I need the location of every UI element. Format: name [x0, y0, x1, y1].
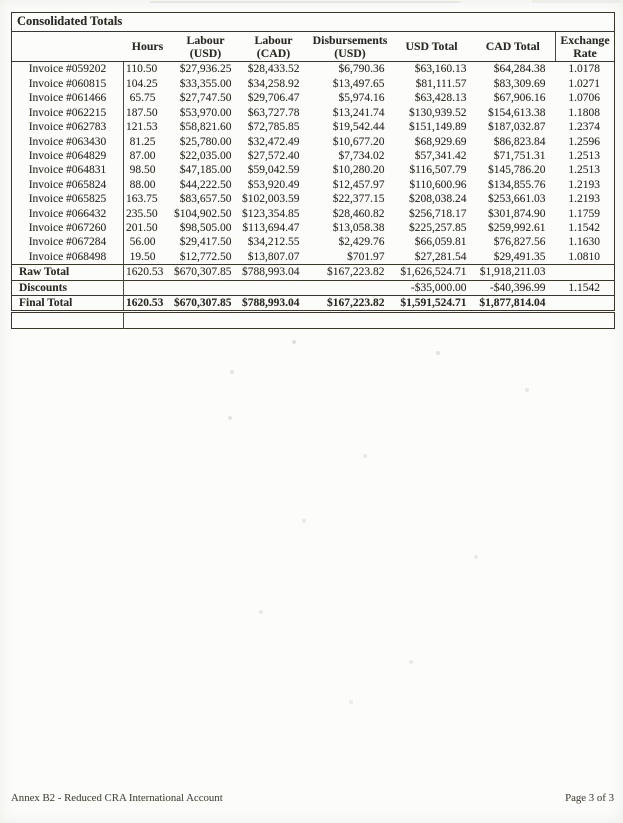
table-cell: $34,212.55 [247, 236, 300, 249]
column-header-hours: Hours [124, 32, 172, 62]
table-cell: $1,626,524.71 [393, 265, 471, 280]
table-cell: 1.0271 [568, 77, 600, 90]
table-cell: 110.50 [124, 62, 172, 77]
table-cell: 104.25 [124, 77, 172, 91]
table-cell: 121.53 [124, 120, 172, 134]
invoice-label: Invoice #067284 [28, 236, 107, 249]
table-cell: $12,772.50 [179, 250, 232, 263]
table-row [12, 149, 615, 163]
table-row [12, 221, 615, 235]
table-row [12, 77, 615, 91]
raw-total-row [12, 265, 615, 280]
table-cell: $13,241.74 [332, 106, 385, 119]
footer-page-number: Page 3 of 3 [565, 792, 614, 804]
table-cell [12, 312, 124, 329]
table-cell: $33,355.00 [179, 77, 232, 90]
table-header-row [12, 32, 615, 62]
table-row [12, 207, 615, 221]
column-header-labour-cad: Labour (CAD) [240, 32, 308, 62]
table-cell [124, 280, 172, 295]
table-cell: $13,807.07 [247, 250, 300, 263]
table-cell: $66,059.81 [414, 236, 467, 249]
table-cell: $86,823.84 [493, 135, 546, 148]
table-cell: $116,507.79 [409, 164, 467, 177]
table-cell: $187,032.87 [488, 121, 546, 134]
column-header-usd-total: USD Total [393, 32, 471, 62]
table-cell: $253,661.03 [488, 193, 546, 206]
table-cell: $27,281.54 [414, 250, 467, 263]
table-cell: 98.50 [124, 163, 172, 177]
table-cell: $259,992.61 [488, 221, 546, 234]
table-cell: $72,785.85 [247, 121, 300, 134]
table-cell: -$35,000.00 [393, 280, 471, 295]
table-cell: -$40,396.99 [471, 280, 556, 295]
table-cell: 1.1542 [568, 221, 600, 234]
table-cell: 1620.53 [124, 295, 172, 311]
table-cell: $34,258.92 [247, 77, 300, 90]
table-cell: 1.2513 [568, 164, 600, 177]
table-cell: $63,160.13 [414, 63, 467, 76]
table-cell: $130,939.52 [409, 106, 467, 119]
table-cell: $71,751.31 [493, 149, 546, 162]
table-cell: $7,734.02 [338, 149, 385, 162]
table-cell: $2,429.76 [338, 236, 385, 249]
table-cell: $27,936.25 [179, 63, 232, 76]
invoice-label: Invoice #062783 [28, 121, 107, 134]
table-cell: $28,433.52 [247, 63, 300, 76]
invoice-label: Invoice #067260 [28, 221, 107, 234]
table-cell: $83,309.69 [493, 77, 546, 90]
table-title-row [12, 13, 615, 32]
table-cell: 1.2193 [568, 178, 600, 191]
table-cell: $29,706.47 [247, 92, 300, 105]
table-cell: $208,038.24 [409, 193, 467, 206]
table-cell: 87.00 [124, 149, 172, 163]
invoice-rows [12, 62, 615, 312]
table-cell: $1,918,211.03 [471, 265, 556, 280]
table-cell: $13,497.65 [332, 77, 385, 90]
invoice-label: Invoice #065824 [28, 178, 107, 191]
table-cell: 19.50 [124, 250, 172, 265]
table-row [12, 91, 615, 105]
invoice-label: Invoice #065825 [28, 193, 107, 206]
table-cell: $670,307.85 [172, 265, 240, 280]
table-cell: $301,874.90 [488, 207, 546, 220]
table-cell: $53,970.00 [179, 106, 232, 119]
table-cell: $22,035.00 [179, 149, 232, 162]
scan-artifact [0, 0, 2, 2]
table-cell: $6,790.36 [338, 63, 385, 76]
table-row [12, 106, 615, 120]
column-header-invoice [12, 32, 124, 62]
row-label: Final Total [12, 295, 124, 311]
table-cell: $10,677.20 [332, 135, 385, 148]
table-cell: $145,786.20 [488, 164, 546, 177]
scan-artifact [532, 0, 622, 3]
table-cell: $256,718.17 [409, 207, 467, 220]
table-cell: $29,417.50 [179, 236, 232, 249]
table-cell: $67,906.16 [493, 92, 546, 105]
table-cell [556, 265, 615, 280]
table-cell: $123,354.85 [242, 207, 300, 220]
table-cell: 56.00 [124, 235, 172, 249]
table-cell: $44,222.50 [179, 178, 232, 191]
table-cell: $27,747.50 [179, 92, 232, 105]
table-row [12, 163, 615, 177]
table-cell [556, 295, 615, 311]
table-cell: $63,428.13 [414, 92, 467, 105]
invoice-label: Invoice #064831 [28, 164, 107, 177]
table-cell: 88.00 [124, 178, 172, 192]
table-cell: $53,920.49 [247, 178, 300, 191]
table-cell: 201.50 [124, 221, 172, 235]
column-header-exchange-rate: Exchange Rate [556, 32, 615, 62]
invoice-label: Invoice #068498 [28, 250, 107, 263]
table-cell: $83,657.50 [179, 193, 232, 206]
table-row [12, 135, 615, 149]
table-cell: 187.50 [124, 106, 172, 120]
row-label: Discounts [12, 280, 124, 295]
table-cell: $10,280.20 [332, 164, 385, 177]
table-cell: $701.97 [347, 250, 385, 263]
table-cell: $670,307.85 [172, 295, 240, 311]
trailing-rows [12, 312, 615, 329]
table-cell: 1.2193 [568, 193, 600, 206]
table-row [12, 178, 615, 192]
table-cell: 1.0706 [568, 92, 600, 105]
invoice-label: Invoice #061466 [28, 92, 107, 105]
table-row [12, 235, 615, 249]
table-cell: $154,613.38 [488, 106, 546, 119]
table-cell: $12,457.97 [332, 178, 385, 191]
table-cell: $32,472.49 [247, 135, 300, 148]
table-cell: 1.2513 [568, 149, 600, 162]
table-cell: 1.1542 [556, 280, 615, 295]
row-label: Raw Total [12, 265, 124, 280]
table-cell: $29,491.35 [493, 250, 546, 263]
table-cell: $113,694.47 [242, 221, 300, 234]
table-cell: 235.50 [124, 207, 172, 221]
table-row [12, 62, 615, 77]
table-cell: 1.1630 [568, 236, 600, 249]
table-cell: $167,223.82 [308, 265, 393, 280]
table-cell: $68,929.69 [414, 135, 467, 148]
table-cell: 1.0810 [568, 250, 600, 263]
table-cell: $25,780.00 [179, 135, 232, 148]
table-cell: 81.25 [124, 135, 172, 149]
table-cell: $59,042.59 [247, 164, 300, 177]
table-cell: $81,111.57 [415, 77, 467, 90]
table-cell: $13,058.38 [332, 221, 385, 234]
invoice-label: Invoice #059202 [28, 63, 107, 76]
column-header-labour-usd: Labour (USD) [172, 32, 240, 62]
column-header-disbursements-usd: Disbursements (USD) [308, 32, 393, 62]
table-cell: $76,827.56 [493, 236, 546, 249]
table-cell [308, 280, 393, 295]
table-cell: 65.75 [124, 91, 172, 105]
table-cell: $104,902.50 [174, 207, 232, 220]
table-row [12, 192, 615, 206]
table-cell: $63,727.78 [247, 106, 300, 119]
table-cell: $19,542.44 [332, 121, 385, 134]
table-cell: $27,572.40 [247, 149, 300, 162]
table-cell: 1.2374 [568, 121, 600, 134]
table-cell: $47,185.00 [179, 164, 232, 177]
footer-annex-label: Annex B2 - Reduced CRA International Account [11, 792, 223, 804]
table-cell: 1620.53 [124, 265, 172, 280]
page-footer [11, 792, 614, 804]
invoice-label: Invoice #063430 [28, 135, 107, 148]
consolidated-totals-table [11, 12, 615, 329]
discounts-row [12, 280, 615, 295]
table-row [12, 120, 615, 134]
scan-artifact [150, 1, 460, 3]
invoice-label: Invoice #062215 [28, 106, 107, 119]
table-cell: $102,003.59 [242, 193, 300, 206]
table-cell: 1.1759 [568, 207, 600, 220]
invoice-label: Invoice #064829 [28, 149, 107, 162]
empty-row [12, 312, 615, 329]
column-header-cad-total: CAD Total [471, 32, 556, 62]
table-row [12, 250, 615, 265]
table-cell [240, 280, 308, 295]
table-cell: $28,460.82 [332, 207, 385, 220]
final-total-row [12, 295, 615, 311]
table-cell: $98,505.00 [179, 221, 232, 234]
table-title: Consolidated Totals [12, 13, 615, 32]
table-cell: $134,855.76 [488, 178, 546, 191]
table-cell: 1.1808 [568, 106, 600, 119]
table-cell: $58,821.60 [179, 121, 232, 134]
table-cell: 1.2596 [568, 135, 600, 148]
table-cell: $5,974.16 [338, 92, 385, 105]
table-cell: $225,257.85 [409, 221, 467, 234]
table-cell: $57,341.42 [414, 149, 467, 162]
table-cell: $64,284.38 [493, 63, 546, 76]
table-cell: $1,591,524.71 [393, 295, 471, 311]
table-cell: $110,600.96 [409, 178, 467, 191]
table-cell: $22,377.15 [332, 193, 385, 206]
table-cell: $167,223.82 [308, 295, 393, 311]
invoice-label: Invoice #060815 [28, 77, 107, 90]
table-cell: 163.75 [124, 192, 172, 206]
table-cell: 1.0178 [568, 63, 600, 76]
table-cell: $788,993.04 [240, 295, 308, 311]
table-cell [172, 280, 240, 295]
invoice-label: Invoice #066432 [28, 207, 107, 220]
table-cell [124, 312, 615, 329]
table-cell: $1,877,814.04 [471, 295, 556, 311]
table-cell: $151,149.89 [409, 121, 467, 134]
table-cell: $788,993.04 [240, 265, 308, 280]
